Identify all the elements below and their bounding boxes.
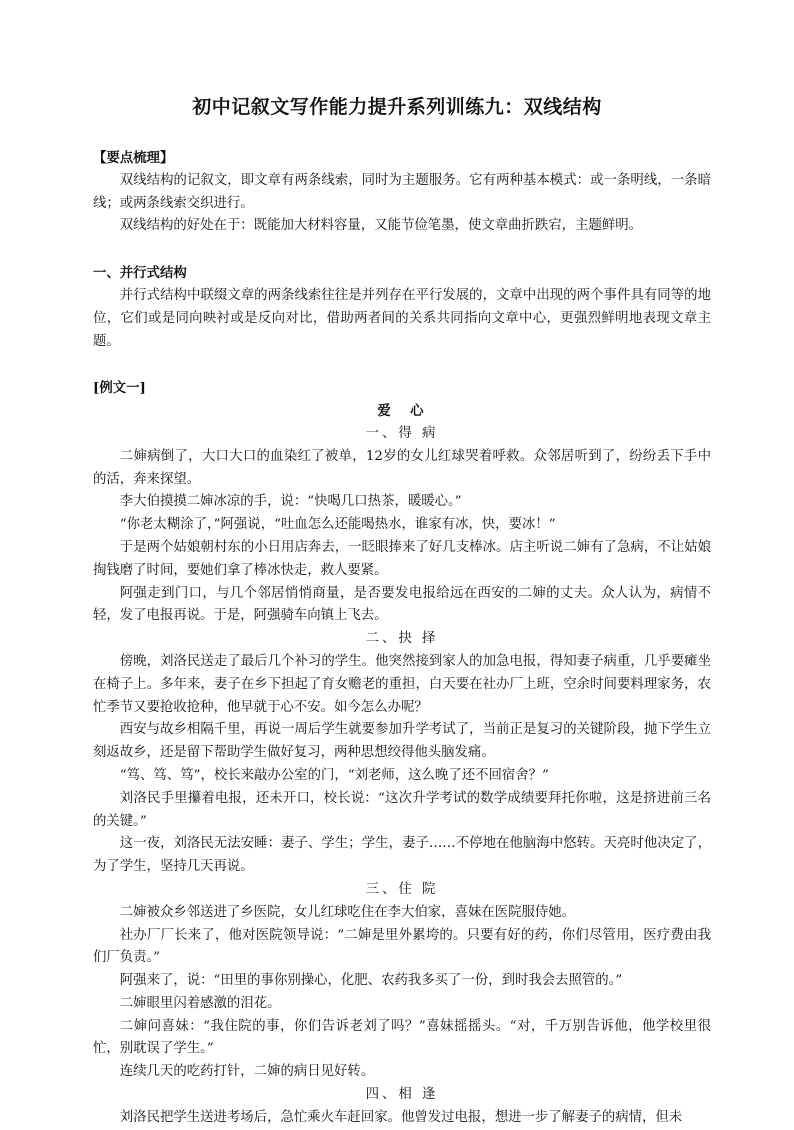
essay-paragraph: 二婶眼里闪着感激的泪花。 (119, 995, 281, 1011)
essay-paragraph: 刘洛民把学生送进考场后，急忙乘火车赶回家。他曾发过电报，想进一步了解妻子的病情，但未 (119, 1109, 683, 1125)
section-paragraph: 并行式结构中联缀文章的两条线索往往是并列存在平行发展的，文章中出现的两个事件具有同等的地位，它们或是同向映衬或是反向对比，借助两者间的关系共同指向文章中心，更强烈鲜明地表现文章主题。 (93, 287, 711, 349)
essay-paragraph: “你老太糊涂了，”阿强说，“吐血怎么还能喝热水，谁家有冰，快，要冰！” (119, 517, 556, 533)
essay-paragraph: 阿强走到门口，与几个邻居悄悄商量，是否要发电报给远在西安的二婶的丈夫。众人认为，病情不轻，发了电报再说。于是，阿强骑车向镇上飞去。 (93, 585, 711, 624)
essay-paragraph: 刘洛民手里攥着电报，还未开口，校长说：“这次升学考试的数学成绩要拜托你啦，这是挤进前三名的关键。” (93, 790, 711, 829)
essay-paragraph: 连续几天的吃药打针，二婶的病日见好转。 (119, 1064, 375, 1080)
document-title: 初中记叙文写作能力提升系列训练九：双线结构 (192, 96, 602, 118)
essay-paragraph: 阿强来了，说：“田里的事你别操心，化肥、农药我多买了一份，到时我会去照管的。” (119, 973, 623, 989)
key-points-paragraph: 双线结构的记叙文，即文章有两条线索，同时为主题服务。它有两种基本模式：或一条明线，一条暗线；或两条线索交织进行。 (93, 172, 711, 211)
key-points-paragraph: 双线结构的好处在于：既能加大材料容量，又能节俭笔墨，使文章曲折跌宕，主题鲜明。 (119, 218, 643, 234)
essay-paragraph: 二婶问喜妹：“我住院的事，你们告诉老刘了吗？”喜妹摇摇头。“对，千万别告诉他，他学校里很忙，别耽误了学生。” (93, 1018, 711, 1057)
essay-paragraph: 傍晚，刘洛民送走了最后几个补习的学生。他突然接到家人的加急电报，得知妻子病重，几乎要瘫坐在椅子上。多年来，妻子在乡下担起了育女赡老的重担，白天要在社办厂上班，空余时间要料理家务，农忙季节又要抢收抢种，他早就于心不安。如今怎么办呢？ (93, 653, 711, 715)
essay-paragraph: 于是两个姑娘朝村东的小日用店奔去，一眨眼捧来了好几支棒冰。店主听说二婶有了急病，不让姑娘掏钱磨了时间，要她们拿了棒冰快走，救人要紧。 (93, 539, 711, 578)
section-heading: 一、并行式结构 (93, 265, 187, 282)
example-label: [例文一] (93, 380, 146, 397)
essay-paragraph: “笃、笃、笃”，校长来敲办公室的门，“刘老师，这么晚了还不回宿舍？” (119, 767, 549, 783)
document-body (93, 147, 711, 1130)
part-subtitle: 一、得 病 (365, 425, 439, 441)
essay-paragraph: 西安与故乡相隔千里，再说一周后学生就要参加升学考试了，当前正是复习的关键阶段，抛下学生立刻返故乡，还是留下帮助学生做好复习，两种思想绞得他头脑发痛。 (93, 722, 711, 761)
part-subtitle: 三、住 院 (365, 881, 439, 897)
essay-paragraph: 二婶被众乡邻送进了乡医院，女儿红球吃住在李大伯家，喜妹在医院服侍她。 (119, 904, 576, 920)
essay-paragraph: 这一夜，刘洛民无法安睡：妻子、学生；学生，妻子……不停地在他脑海中悠转。天亮时他决定了，为了学生，坚持几天再说。 (93, 836, 711, 875)
essay-paragraph: 二婶病倒了，大口大口的血染红了被单，12岁的女儿红球哭着呼救。众邻居听到了，纷纷丢下手中的活，奔来探望。 (93, 448, 711, 487)
part-subtitle: 二、抉 择 (365, 631, 439, 647)
essay-paragraph: 社办厂厂长来了，他对医院领导说：“二婶是里外累垮的。只要有好的药，你们尽管用，医疗费由我们厂负责。” (93, 927, 711, 966)
essay-paragraph: 李大伯摸摸二婶冰凉的手，说：“快喝几口热茶，暖暖心。” (119, 494, 462, 510)
part-subtitle: 四、相 逢 (365, 1087, 439, 1103)
key-points-heading: 【要点梳理】 (93, 150, 174, 166)
essay-title: 爱 心 (377, 403, 427, 420)
